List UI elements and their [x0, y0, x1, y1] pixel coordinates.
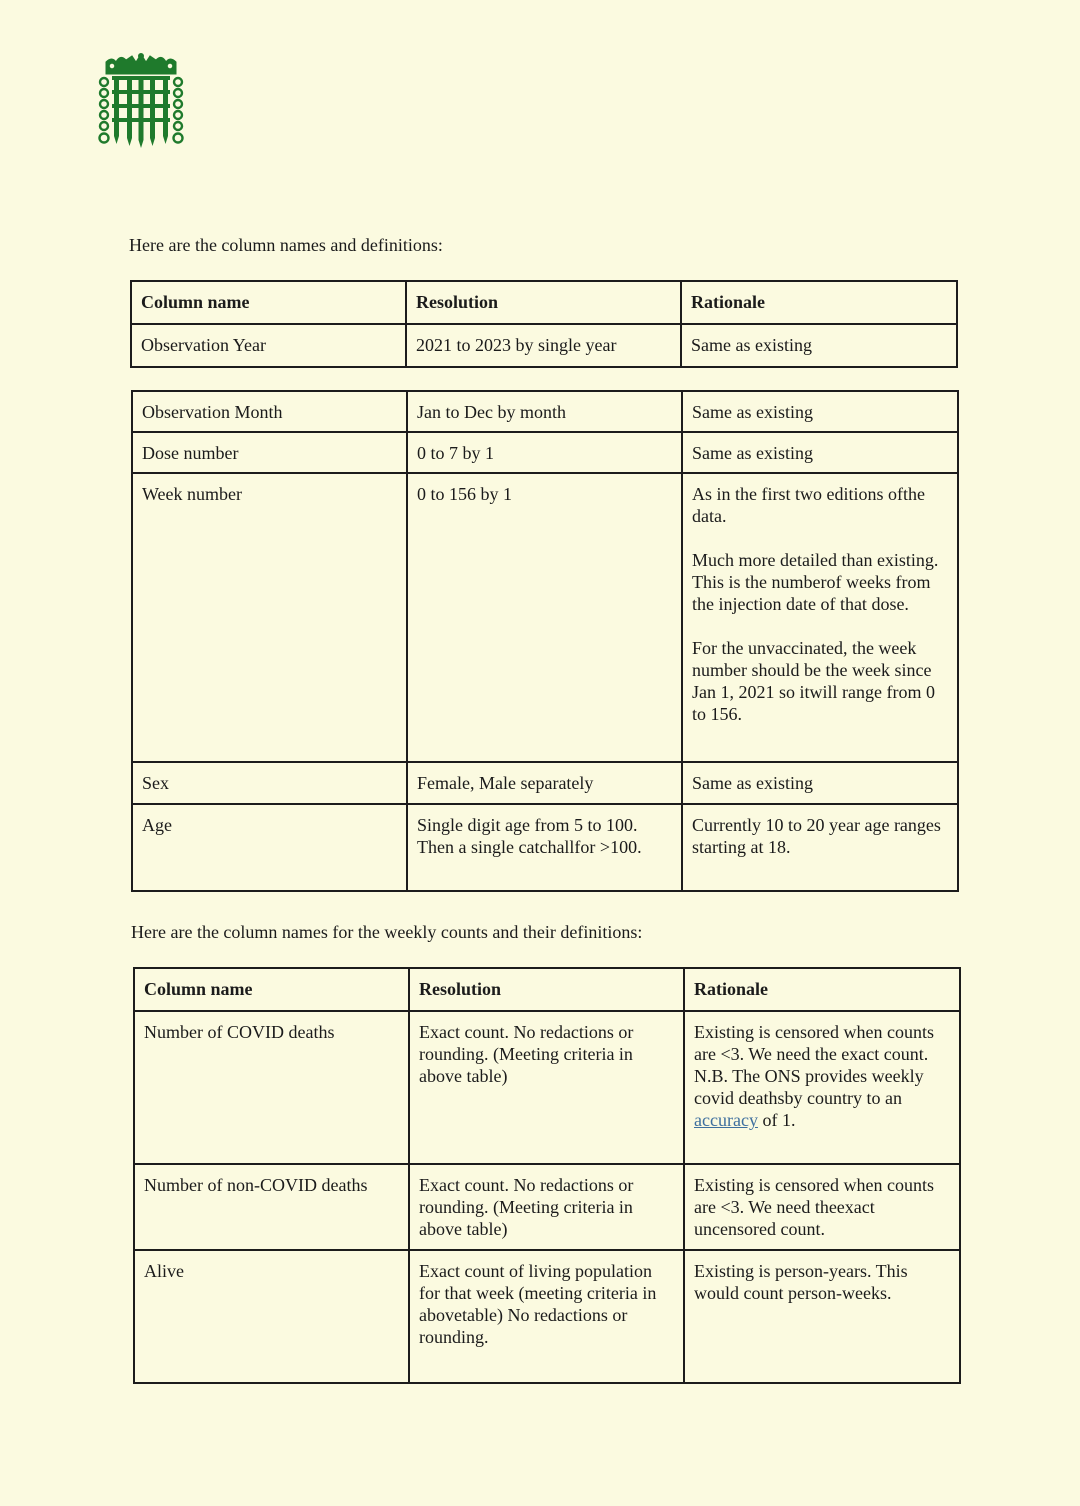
intro-text: Here are the column names and definitions:: [129, 235, 443, 255]
rationale-paragraph: For the unvaccinated, the week number should be the week since Jan 1, 2021 so itwill range from 0 to 156.: [692, 638, 935, 724]
cell-rationale: Existing is person-years. This would count person-weeks.: [684, 1250, 960, 1383]
columns-table-continued: [131, 390, 959, 892]
cell-rationale: Same as existing: [682, 391, 958, 432]
portcullis-crest-icon: [98, 52, 184, 150]
header-rationale: Rationale: [684, 968, 960, 1011]
header-rationale: Rationale: [681, 281, 957, 324]
table-row: [132, 473, 958, 762]
rationale-paragraph: As in the first two editions ofthe data.: [692, 484, 925, 526]
cell-resolution: Exact count. No redactions or rounding. (Meeting criteria in above table): [409, 1164, 684, 1250]
table-row: [134, 1164, 960, 1250]
table-header-row: [131, 281, 957, 324]
cell-rationale: Same as existing: [682, 432, 958, 473]
header-resolution: Resolution: [409, 968, 684, 1011]
table-row: [132, 804, 958, 891]
cell-rationale: [682, 473, 958, 762]
cell-rationale: Same as existing: [681, 324, 957, 367]
rationale-paragraph: Much more detailed than existing. This is the numberof weeks from the injection date of that dose.: [692, 550, 939, 614]
table-row: [131, 324, 957, 367]
cell-column-name: Alive: [134, 1250, 409, 1383]
cell-rationale: Existing is censored when counts are <3. We need theexact uncensored count.: [684, 1164, 960, 1250]
header-column-name: Column name: [131, 281, 406, 324]
header-resolution: Resolution: [406, 281, 681, 324]
table-row: [132, 762, 958, 804]
cell-resolution: 0 to 156 by 1: [407, 473, 682, 762]
cell-resolution: Single digit age from 5 to 100. Then a single catchallfor >100.: [407, 804, 682, 891]
cell-column-name: Sex: [132, 762, 407, 804]
cell-rationale: [684, 1011, 960, 1164]
cell-column-name: Observation Year: [131, 324, 406, 367]
accuracy-link[interactable]: accuracy: [694, 1110, 758, 1130]
table-row: [132, 432, 958, 473]
cell-rationale: Currently 10 to 20 year age ranges starting at 18.: [682, 804, 958, 891]
cell-column-name: Dose number: [132, 432, 407, 473]
cell-resolution: Female, Male separately: [407, 762, 682, 804]
header-column-name: Column name: [134, 968, 409, 1011]
rationale-text-end: of 1.: [762, 1110, 796, 1130]
rationale-text: Existing is censored when counts are <3. We need the exact count. N.B. The ONS provides weekly covid deathsby country to an: [694, 1022, 934, 1108]
columns-table-header: [130, 280, 958, 368]
table-row: [134, 1011, 960, 1164]
cell-column-name: Observation Month: [132, 391, 407, 432]
cell-resolution: Exact count of living population for that week (meeting criteria in abovetable) No redactions or rounding.: [409, 1250, 684, 1383]
cell-column-name: Age: [132, 804, 407, 891]
cell-resolution: Exact count. No redactions or rounding. (Meeting criteria in above table): [409, 1011, 684, 1164]
cell-column-name: Week number: [132, 473, 407, 762]
cell-resolution: 0 to 7 by 1: [407, 432, 682, 473]
cell-resolution: Jan to Dec by month: [407, 391, 682, 432]
table-row: [132, 391, 958, 432]
cell-column-name: Number of non-COVID deaths: [134, 1164, 409, 1250]
table-row: [134, 1250, 960, 1383]
cell-resolution: 2021 to 2023 by single year: [406, 324, 681, 367]
table-header-row: [134, 968, 960, 1011]
cell-column-name: Number of COVID deaths: [134, 1011, 409, 1164]
weekly-counts-table: [133, 967, 961, 1384]
cell-rationale: Same as existing: [682, 762, 958, 804]
intro-text-weekly: Here are the column names for the weekly counts and their definitions:: [131, 922, 643, 942]
